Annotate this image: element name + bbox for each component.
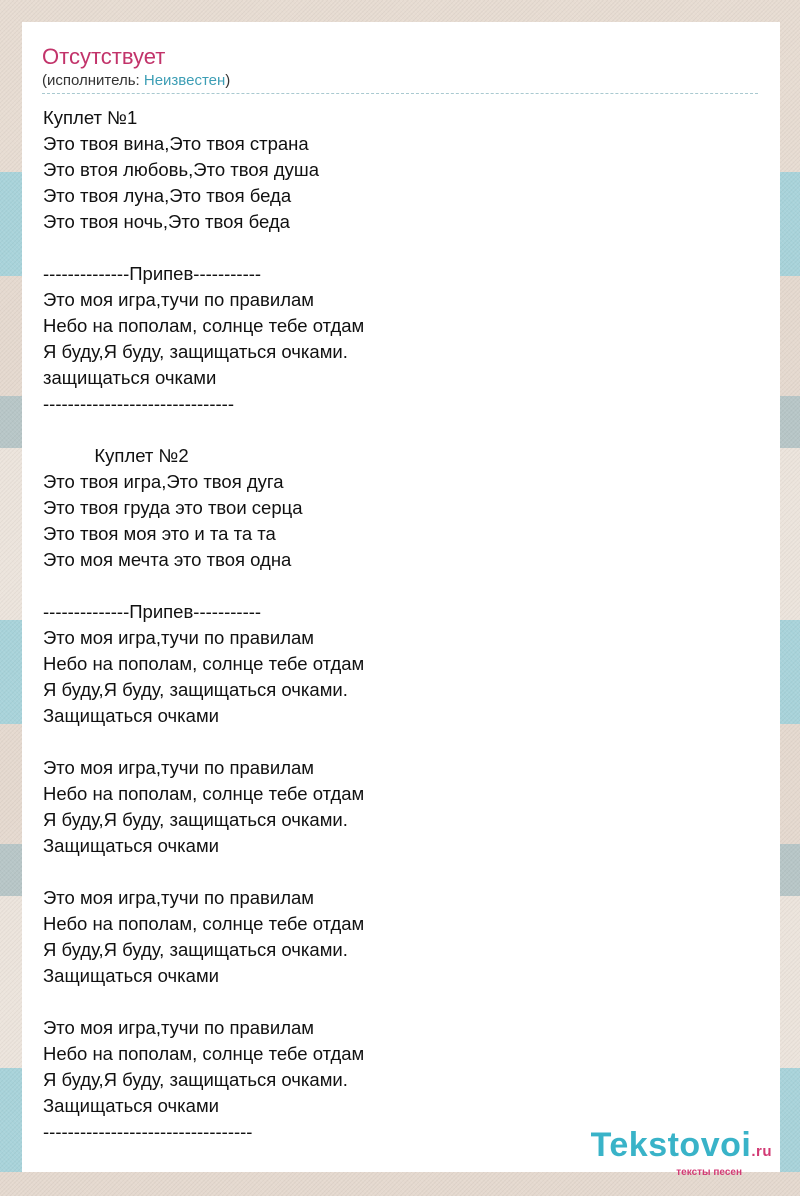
artist-suffix: ) xyxy=(225,72,231,89)
site-logo[interactable] xyxy=(591,1128,772,1178)
logo-wordmark xyxy=(591,1128,772,1169)
song-header xyxy=(42,42,758,94)
song-title: Отсутствует xyxy=(42,44,166,69)
artist-prefix: (исполнитель: xyxy=(42,72,144,89)
logo-tagline: тексты песен xyxy=(676,1167,742,1178)
artist-link[interactable]: Неизвестен xyxy=(143,72,226,89)
song-subtitle xyxy=(42,72,758,90)
lyrics-sheet xyxy=(22,22,780,1172)
logo-tld: .ru xyxy=(751,1143,772,1160)
lyrics-text: Куплет №1 Это твоя вина,Это твоя страна Это втоя любовь,Это твоя душа Это твоя луна,Это твоя беда Это твоя ночь,Это твоя беда --------------Припев----------- Это моя игра,тучи по правилам Небо на пополам, солнце тебе отдам Я буду,Я буду, защищаться очками. защищаться очками ------------------------------- Куплет №2 Это твоя игра,Это твоя дуга Это твоя груда это твои серца Это твоя моя это и та та та Это моя мечта это твоя одна --------------Припев----------- Это моя игра,тучи по правилам Небо на пополам, солнце тебе отдам Я буду,Я буду, защищаться очками. Защищаться очками Это моя игра,тучи по правилам Небо на пополам, солнце тебе отдам Я буду,Я буду, защищаться очками. Защищаться очками Это моя игра,тучи по правилам Небо на пополам, солнце тебе отдам Я буду,Я буду, защищаться очками. Защищаться очками Это моя игра,тучи по правилам Небо на пополам, солнце тебе отдам Я буду,Я буду, защищаться очками. Защищаться очками ---------------------------------- xyxy=(43,107,365,1142)
logo-name: Tekstovoi xyxy=(590,1126,752,1164)
